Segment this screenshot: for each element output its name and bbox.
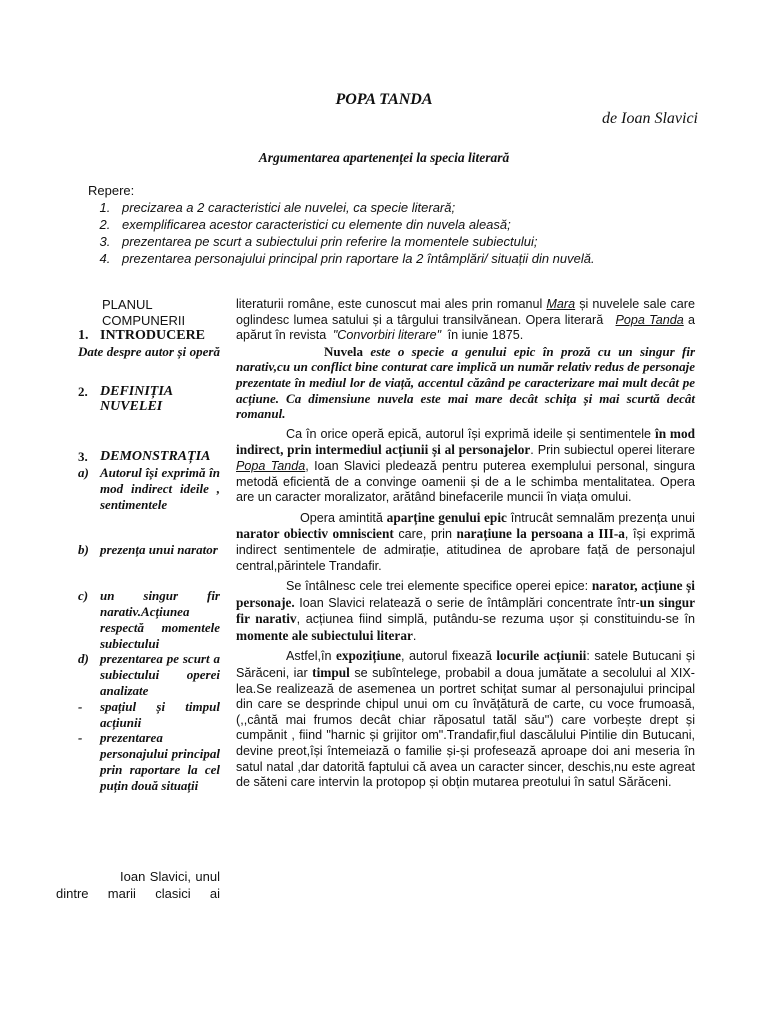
section-title: DEMONSTRAȚIA <box>100 449 211 465</box>
link-popa-tanda: Popa Tanda <box>236 458 306 473</box>
item-text: spațiul și timpul acțiunii <box>100 698 220 730</box>
text-run: literaturii române, este cunoscut mai ales prin romanul <box>236 297 547 311</box>
text-run: : satele Butucani și Sărăceni, iar <box>236 649 696 681</box>
text-run: care, prin <box>393 527 457 542</box>
paragraph-narrator <box>236 510 695 574</box>
link-popa-tanda: Popa Tanda <box>615 312 684 327</box>
repere-item: 4. prezentarea personajului principal prin raportare la 2 întâmplări/ situații din nuvelă. <box>114 250 688 267</box>
paragraph-intro <box>236 297 695 344</box>
emphasis: aparține genului epic <box>386 509 507 525</box>
emphasis: narațiune la persoana a III-a <box>456 526 625 542</box>
plan-column <box>78 297 220 794</box>
plan-item-d2 <box>78 730 220 793</box>
paragraph-elements <box>236 578 695 644</box>
plan-section-demonstratia <box>78 449 220 465</box>
text-run: Astfel,în <box>286 649 336 664</box>
emphasis: narator obiectiv omniscient <box>236 526 394 542</box>
text-run: este o specie a genului epic în proză cu un singur fir narativ,cu un conflict bine conturat care implică un număr relativ redus de personaje prezentate în mediul lor de viață, accentul căzând pe caracterizare mai mult decât pe acțiune. Ca dimensiune nuvela este mai mare decât schița și mai scurtă decât romanul. <box>236 343 695 422</box>
emphasis: momente ale subiectului literar <box>236 627 413 643</box>
item-text: prezența unui narator <box>100 542 218 558</box>
section-number: 1. <box>78 328 89 343</box>
text-run: și nuvelele sale care oglindesc lumea satului și a târgului transilvănean. Opera literară <box>236 297 695 327</box>
link-mara: Mara <box>546 297 576 311</box>
plan-item-b <box>78 542 220 558</box>
item-text: prezentarea personajului principal prin raportare la cel puțin două situații <box>100 730 220 793</box>
text-run: , acțiunea fiind simplă, putându-se rezuma ușor și constituindu-se în <box>296 612 695 627</box>
text-run: . <box>412 628 417 643</box>
emphasis: timpul <box>312 665 350 681</box>
text-run: Ca în orice operă epică, autorul își exprimă ideile și sentimentele <box>286 426 655 441</box>
section-number: 3. <box>78 449 88 465</box>
text-run: se subîntelege, probabil a doua jumătate a secolului al XIX-lea.Se realizează de asemenea un portret schițat sumar al personajului principal din care se desprinde chipul unui om cu învățătură de carte, cu voce frumoasă,(,,cântă mai frumos decât chiar răposatul tatăl său'') care vorbește drept și cumpănit , fiind "harnic și grijitor om".Trandafir,fiul dascălului Pintilie din Butucani, devine preot,își întemeiază o familie și-și profesează aproape doi ani meseria în satul natal ,dar datorită faptului că avea un caracter sincer, deschis,nu este agreat de săteni care intervin la protopop și obțin mutarea preotului în satul Sărăceni. <box>236 666 695 790</box>
emphasis: expozițiune <box>335 648 401 664</box>
plan-title: PLANUL COMPUNERII <box>102 297 186 328</box>
text-run: , își exprimă indirect sentimentele de admirație, atitudinea de aprobare față de personajul central,părintele Trandafir. <box>236 527 695 573</box>
text-run: , Ioan Slavici pledează pentru puterea exemplului personal, singura metodă eficientă de a convinge oamenii și de a le schimba mentalitatea. Opera are un caracter moralizator, arătând binefacerile muncii în viața omului. <box>236 458 696 505</box>
page-subtitle: Argumentarea apartenenței la specia literară <box>258 150 510 165</box>
repere-block <box>88 182 688 267</box>
repere-item: 3. prezentarea pe scurt a subiectului prin referire la momentele subiectului; <box>114 233 688 250</box>
item-marker: a) <box>78 464 89 480</box>
text-run: Se întâlnesc cele trei elemente specifice operei epice: <box>286 579 592 594</box>
section-title: DEFINIȚIA NUVELEI <box>100 383 173 415</box>
repere-label: Repere: <box>88 183 135 198</box>
paragraph-author-ideas <box>236 426 695 506</box>
text-run: Ioan Slavici relatează o serie de întâmplări concentrate într- <box>294 595 640 610</box>
text-run: Opera amintită <box>300 510 387 525</box>
journal-title: "Convorbiri literare" <box>332 328 442 343</box>
keyword-nuvela: Nuvela <box>324 343 363 359</box>
item-marker: - <box>78 730 83 746</box>
text-run: a apărut în revista <box>236 312 695 343</box>
item-text: Autorul își exprimă în mod indirect ideile , sentimentele <box>100 464 220 512</box>
section-number: 2. <box>78 383 88 399</box>
plan-section-introducere <box>78 328 220 344</box>
page-title: POPA TANDA <box>335 91 433 108</box>
intro-text-start: Ioan Slavici, unul dintre marii clasici ai <box>56 869 220 901</box>
section-title: INTRODUCERE <box>100 328 206 343</box>
emphasis: locurile acțiunii <box>496 648 587 664</box>
plan-item-a <box>78 465 220 512</box>
body-column <box>236 297 695 791</box>
text-run: întrucât semnalăm prezența unui <box>506 510 695 525</box>
emphasis: în mod indirect, prin intermediul acțiunii și al personajelor <box>236 425 695 458</box>
item-text: prezentarea pe scurt a subiectului operei analizate <box>100 651 220 698</box>
section-subtitle: Date despre autor și operă <box>78 343 220 359</box>
item-marker: c) <box>78 588 89 604</box>
plan-item-d1 <box>78 699 220 731</box>
author-line: de Ioan Slavici <box>602 110 698 127</box>
paragraph-exposition <box>236 648 695 790</box>
item-marker: - <box>78 698 83 714</box>
text-run: . Prin subiectul operei literare <box>530 443 695 458</box>
item-marker: b) <box>78 542 89 558</box>
repere-item: 2. exemplificarea acestor caracteristici cu elemente din nuvela aleasă; <box>114 216 688 233</box>
text-run: în iunie 1875. <box>444 328 524 343</box>
text-run: , autorul fixează <box>401 649 497 664</box>
repere-list <box>88 199 688 267</box>
paragraph-definition <box>236 344 695 422</box>
plan-item-d <box>78 651 220 698</box>
plan-item-c <box>78 588 220 651</box>
emphasis: narator, acțiune și personaje. <box>236 578 695 610</box>
item-marker: d) <box>78 651 89 667</box>
item-text: un singur fir narativ.Acțiunea respectă momentele subiectului <box>100 588 220 651</box>
plan-section-definitia <box>78 384 220 416</box>
left-column-continuation <box>56 868 220 902</box>
repere-item: 1. precizarea a 2 caracteristici ale nuvelei, ca specie literară; <box>114 199 688 216</box>
emphasis: un singur fir narativ <box>236 594 695 627</box>
